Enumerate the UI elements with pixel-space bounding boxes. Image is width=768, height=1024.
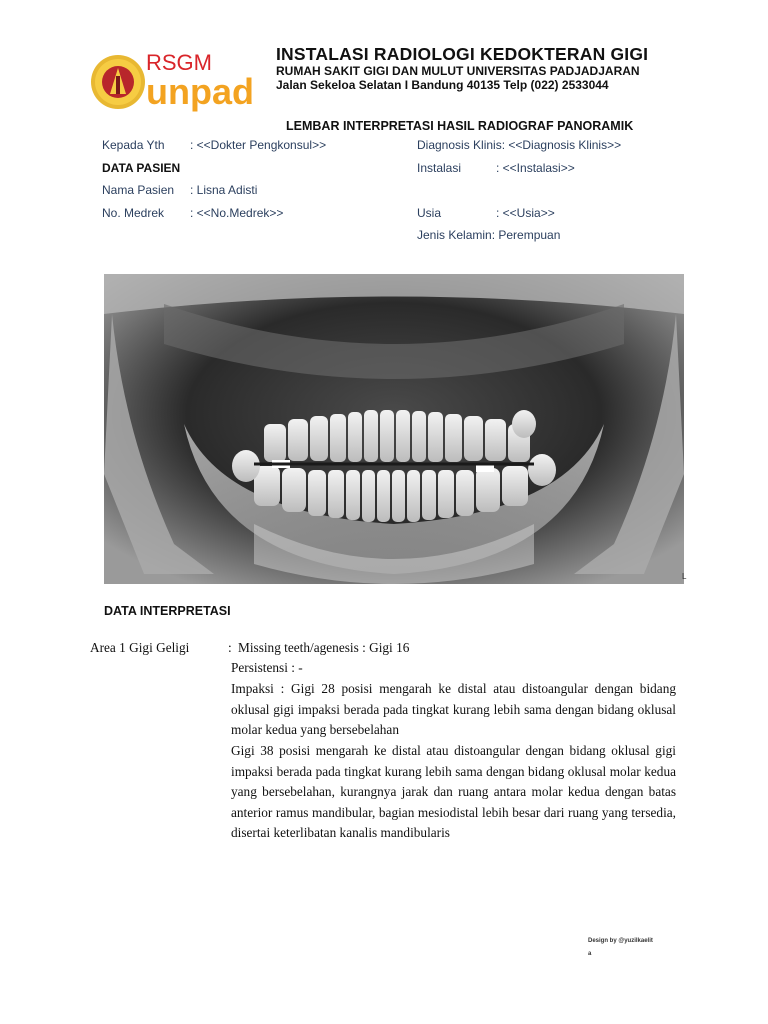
institution-title: INSTALASI RADIOLOGI KEDOKTERAN GIGI bbox=[276, 44, 649, 64]
institution-subtitle: RUMAH SAKIT GIGI DAN MULUT UNIVERSITAS PADJADJARAN bbox=[276, 64, 640, 78]
unpad-shield-icon bbox=[91, 55, 145, 109]
side-marker: L bbox=[682, 572, 687, 581]
svg-text:unpad: unpad bbox=[146, 71, 254, 112]
kepada-value: : <<Dokter Pengkonsul>> bbox=[190, 138, 327, 152]
usia-label: Usia bbox=[417, 206, 442, 220]
medrek-value: : <<No.Medrek>> bbox=[190, 206, 284, 220]
interpretation-heading: DATA INTERPRETASI bbox=[104, 604, 231, 618]
jenis-kelamin: Jenis Kelamin: Perempuan bbox=[417, 228, 561, 242]
institution-address: Jalan Sekeloa Selatan I Bandung 40135 Telp (022) 2533044 bbox=[276, 78, 609, 92]
persistensi: Persistensi : - bbox=[231, 660, 303, 675]
instalasi-value: : <<Instalasi>> bbox=[496, 161, 575, 175]
rsgm-unpad-logo bbox=[88, 46, 268, 122]
usia-value: : <<Usia>> bbox=[496, 206, 555, 220]
panoramic-radiograph bbox=[104, 274, 687, 584]
designer-signature: Design by @yuzilkaelit bbox=[588, 938, 653, 944]
medrek-label: No. Medrek bbox=[102, 206, 165, 220]
area-colon: : bbox=[228, 640, 232, 655]
instalasi-label: Instalasi bbox=[417, 161, 462, 175]
designer-signature-line2: a bbox=[588, 951, 592, 957]
svg-text:RSGM: RSGM bbox=[146, 50, 212, 75]
data-pasien-heading: DATA PASIEN bbox=[102, 161, 181, 175]
nama-pasien-label: Nama Pasien bbox=[102, 183, 175, 197]
area-label: Area 1 Gigi Geligi bbox=[90, 640, 190, 655]
impaksi-gigi-28: Impaksi : Gigi 28 posisi mengarah ke distal atau distoangular dengan bidang oklusal gigi impaksi berada pada tingkat kurang lebih sama dengan bidang oklusal molar kedua yang bersebelahan bbox=[231, 681, 676, 737]
missing-teeth: Missing teeth/agenesis : Gigi 16 bbox=[238, 640, 410, 655]
diagnosis-klinis: Diagnosis Klinis: <<Diagnosis Klinis>> bbox=[417, 138, 622, 152]
kepada-label: Kepada Yth bbox=[102, 138, 165, 152]
nama-pasien-value: : Lisna Adisti bbox=[190, 183, 258, 197]
document-title: LEMBAR INTERPRETASI HASIL RADIOGRAF PANORAMIK bbox=[286, 119, 634, 133]
impaksi-gigi-38: Gigi 38 posisi mengarah ke distal atau distoangular dengan bidang oklusal gigi impaksi berada pada tingkat kurang lebih sama dengan bidang oklusal molar kedua yang bersebelahan, kurangnya jarak dan ruang antara molar kedua dengan batas anterior ramus mandibular, bagian mesiodistal lebih besar dari ruang yang tersedia, disertai keterlibatan kanalis mandibularis bbox=[231, 743, 676, 840]
